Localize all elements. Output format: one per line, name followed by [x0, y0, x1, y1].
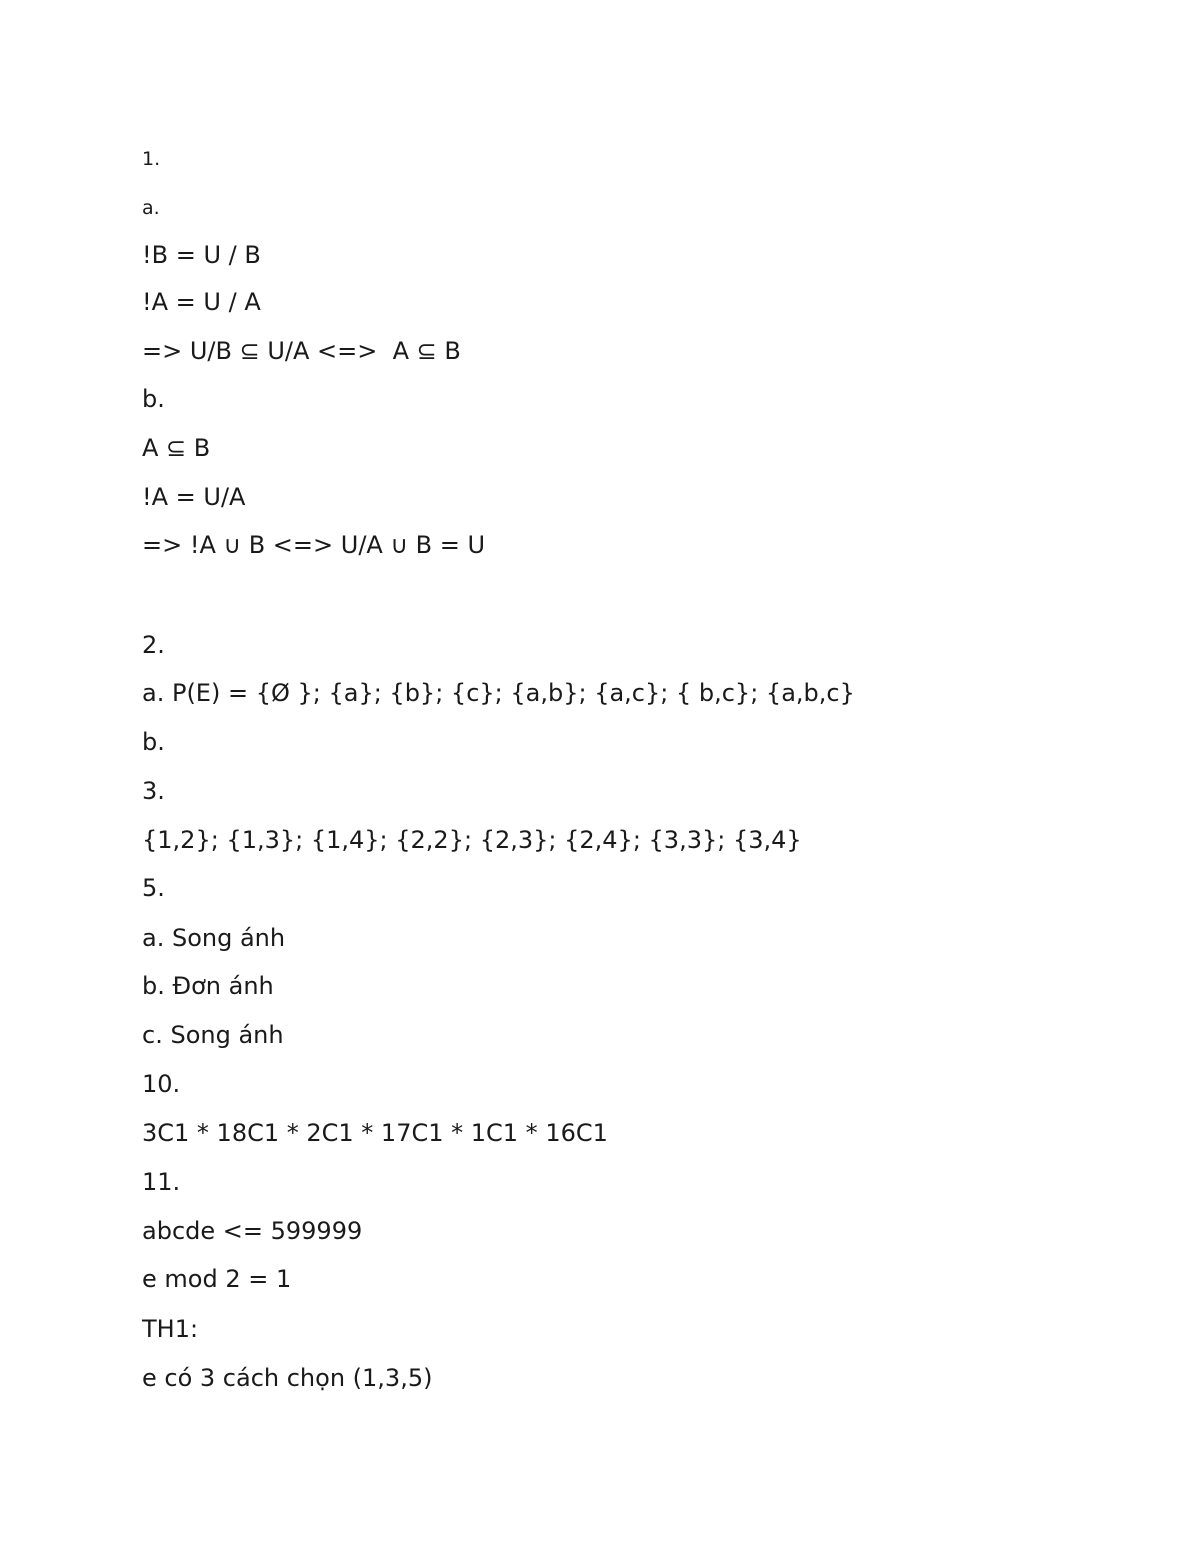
text-line: => U/B ⊆ U/A <=> A ⊆ B: [142, 337, 461, 365]
text-line: {1,2}; {1,3}; {1,4}; {2,2}; {2,3}; {2,4}; {3,3}; {3,4}: [142, 826, 802, 854]
subheading-1b: b.: [142, 385, 165, 413]
text-line: 3C1 * 18C1 * 2C1 * 17C1 * 1C1 * 16C1: [142, 1119, 608, 1147]
heading-3: 3.: [142, 777, 165, 805]
text-line: b. Đơn ánh: [142, 972, 274, 1000]
heading-1: 1.: [142, 148, 161, 170]
text-line: e mod 2 = 1: [142, 1265, 292, 1293]
text-line: TH1:: [142, 1315, 199, 1343]
text-line: !B = U / B: [142, 241, 261, 269]
heading-11: 11.: [142, 1168, 181, 1196]
text-line: c. Song ánh: [142, 1021, 284, 1049]
text-line: => !A ∪ B <=> U/A ∪ B = U: [142, 531, 486, 559]
subheading-1a: a.: [142, 197, 160, 219]
text-line: abcde <= 599999: [142, 1217, 363, 1245]
heading-10: 10.: [142, 1070, 181, 1098]
subheading-2b: b.: [142, 728, 165, 756]
heading-2: 2.: [142, 631, 165, 659]
text-line: a. Song ánh: [142, 924, 286, 952]
text-line: e có 3 cách chọn (1,3,5): [142, 1364, 433, 1392]
heading-5: 5.: [142, 874, 165, 902]
text-line: A ⊆ B: [142, 434, 211, 462]
text-line: !A = U/A: [142, 483, 246, 511]
text-line: !A = U / A: [142, 288, 261, 316]
text-line: a. P(E) = {Ø }; {a}; {b}; {c}; {a,b}; {a,c}; { b,c}; {a,b,c}: [142, 679, 855, 707]
